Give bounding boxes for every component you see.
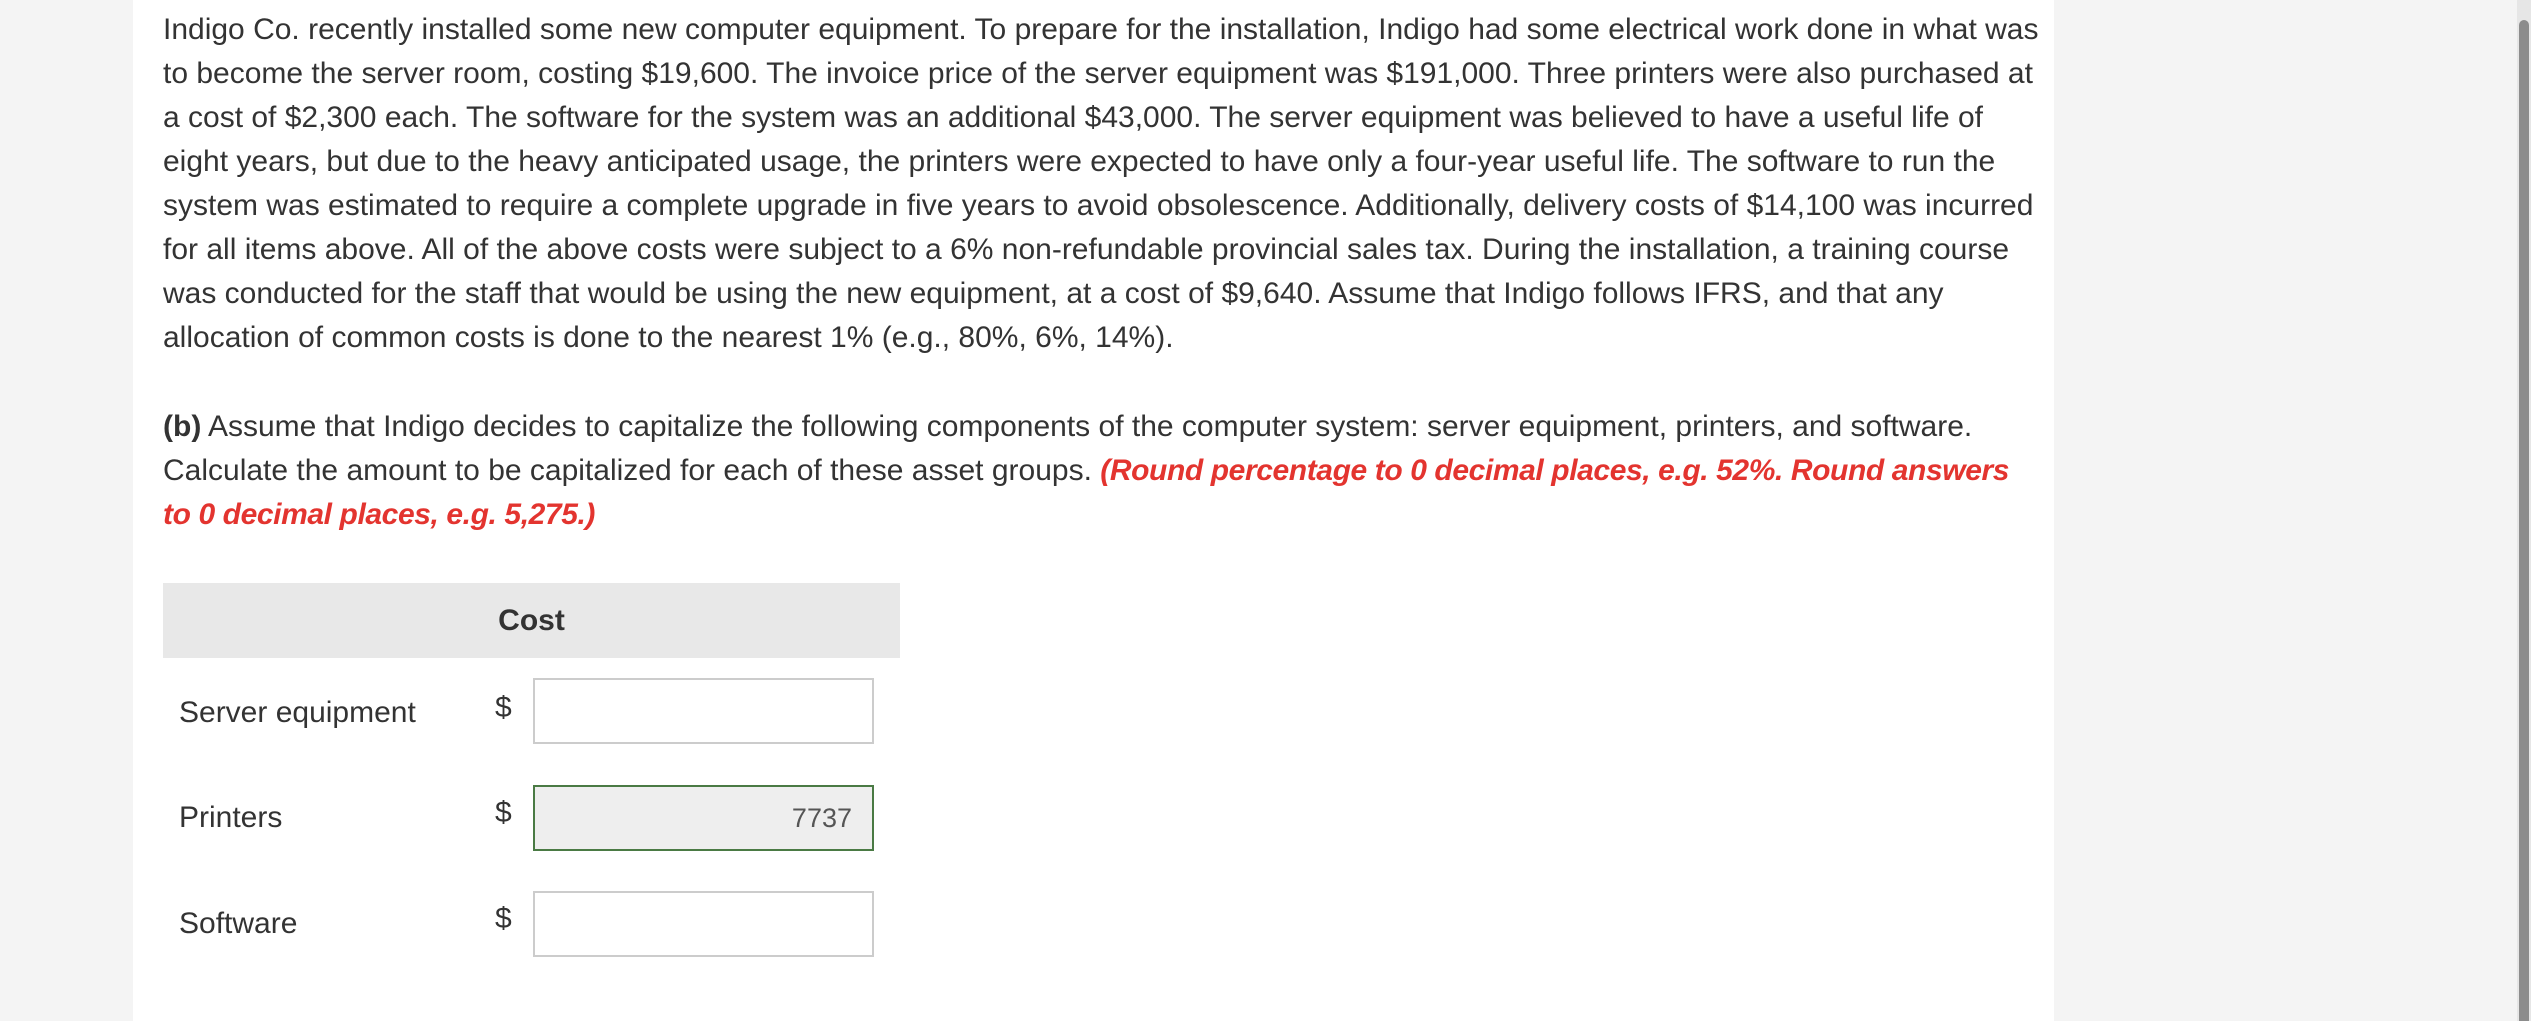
part-b-label: (b): [163, 410, 202, 443]
server-equipment-cost-input[interactable]: [533, 678, 874, 744]
software-cost-input[interactable]: [533, 891, 874, 957]
server-equipment-dollar-sign: $: [495, 691, 512, 724]
printers-cost-input[interactable]: [533, 785, 874, 851]
part-b-question: [163, 405, 2043, 537]
scrollbar-thumb[interactable]: [2519, 20, 2529, 1021]
printers-dollar-sign: $: [495, 796, 512, 829]
problem-statement: Indigo Co. recently installed some new computer equipment. To prepare for the installation, Indigo had some electrical work done in what was to become the server room, costing $19,600. The invoice price of the server equipment was $191,000. Three printers were also purchased at a cost of $2,300 each. The software for the system was an additional $43,000. The server equipment was believed to have a useful life of eight years, but due to the heavy anticipated usage, the printers were expected to have only a four-year useful life. The software to run the system was estimated to require a complete upgrade in five years to avoid obsolescence. Additionally, delivery costs of $14,100 was incurred for all items above. All of the above costs were subject to a 6% non-refundable provincial sales tax. During the installation, a training course was conducted for the staff that would be using the new equipment, at a cost of $9,640. Assume that Indigo follows IFRS, and that any allocation of common costs is done to the nearest 1% (e.g., 80%, 6%, 14%).: [163, 13, 2039, 354]
rounding-instruction: (Round percentage to 0 decimal places, e.g. 52%. Round answers to 0 decimal places, e.g. 5,275.): [163, 454, 2010, 531]
software-label: Software: [179, 907, 298, 940]
part-b-text: Assume that Indigo decides to capitalize the following components of the computer system: server equipment, printers, and software. Calculate the amount to be capitalized for each of these asset groups.: [163, 410, 1973, 487]
cost-header-label: Cost: [498, 603, 565, 637]
software-dollar-sign: $: [495, 902, 512, 935]
cost-column-header: [163, 583, 900, 658]
server-equipment-label: Server equipment: [179, 696, 416, 729]
printers-label: Printers: [179, 801, 283, 834]
vertical-scrollbar[interactable]: [2517, 0, 2531, 1021]
